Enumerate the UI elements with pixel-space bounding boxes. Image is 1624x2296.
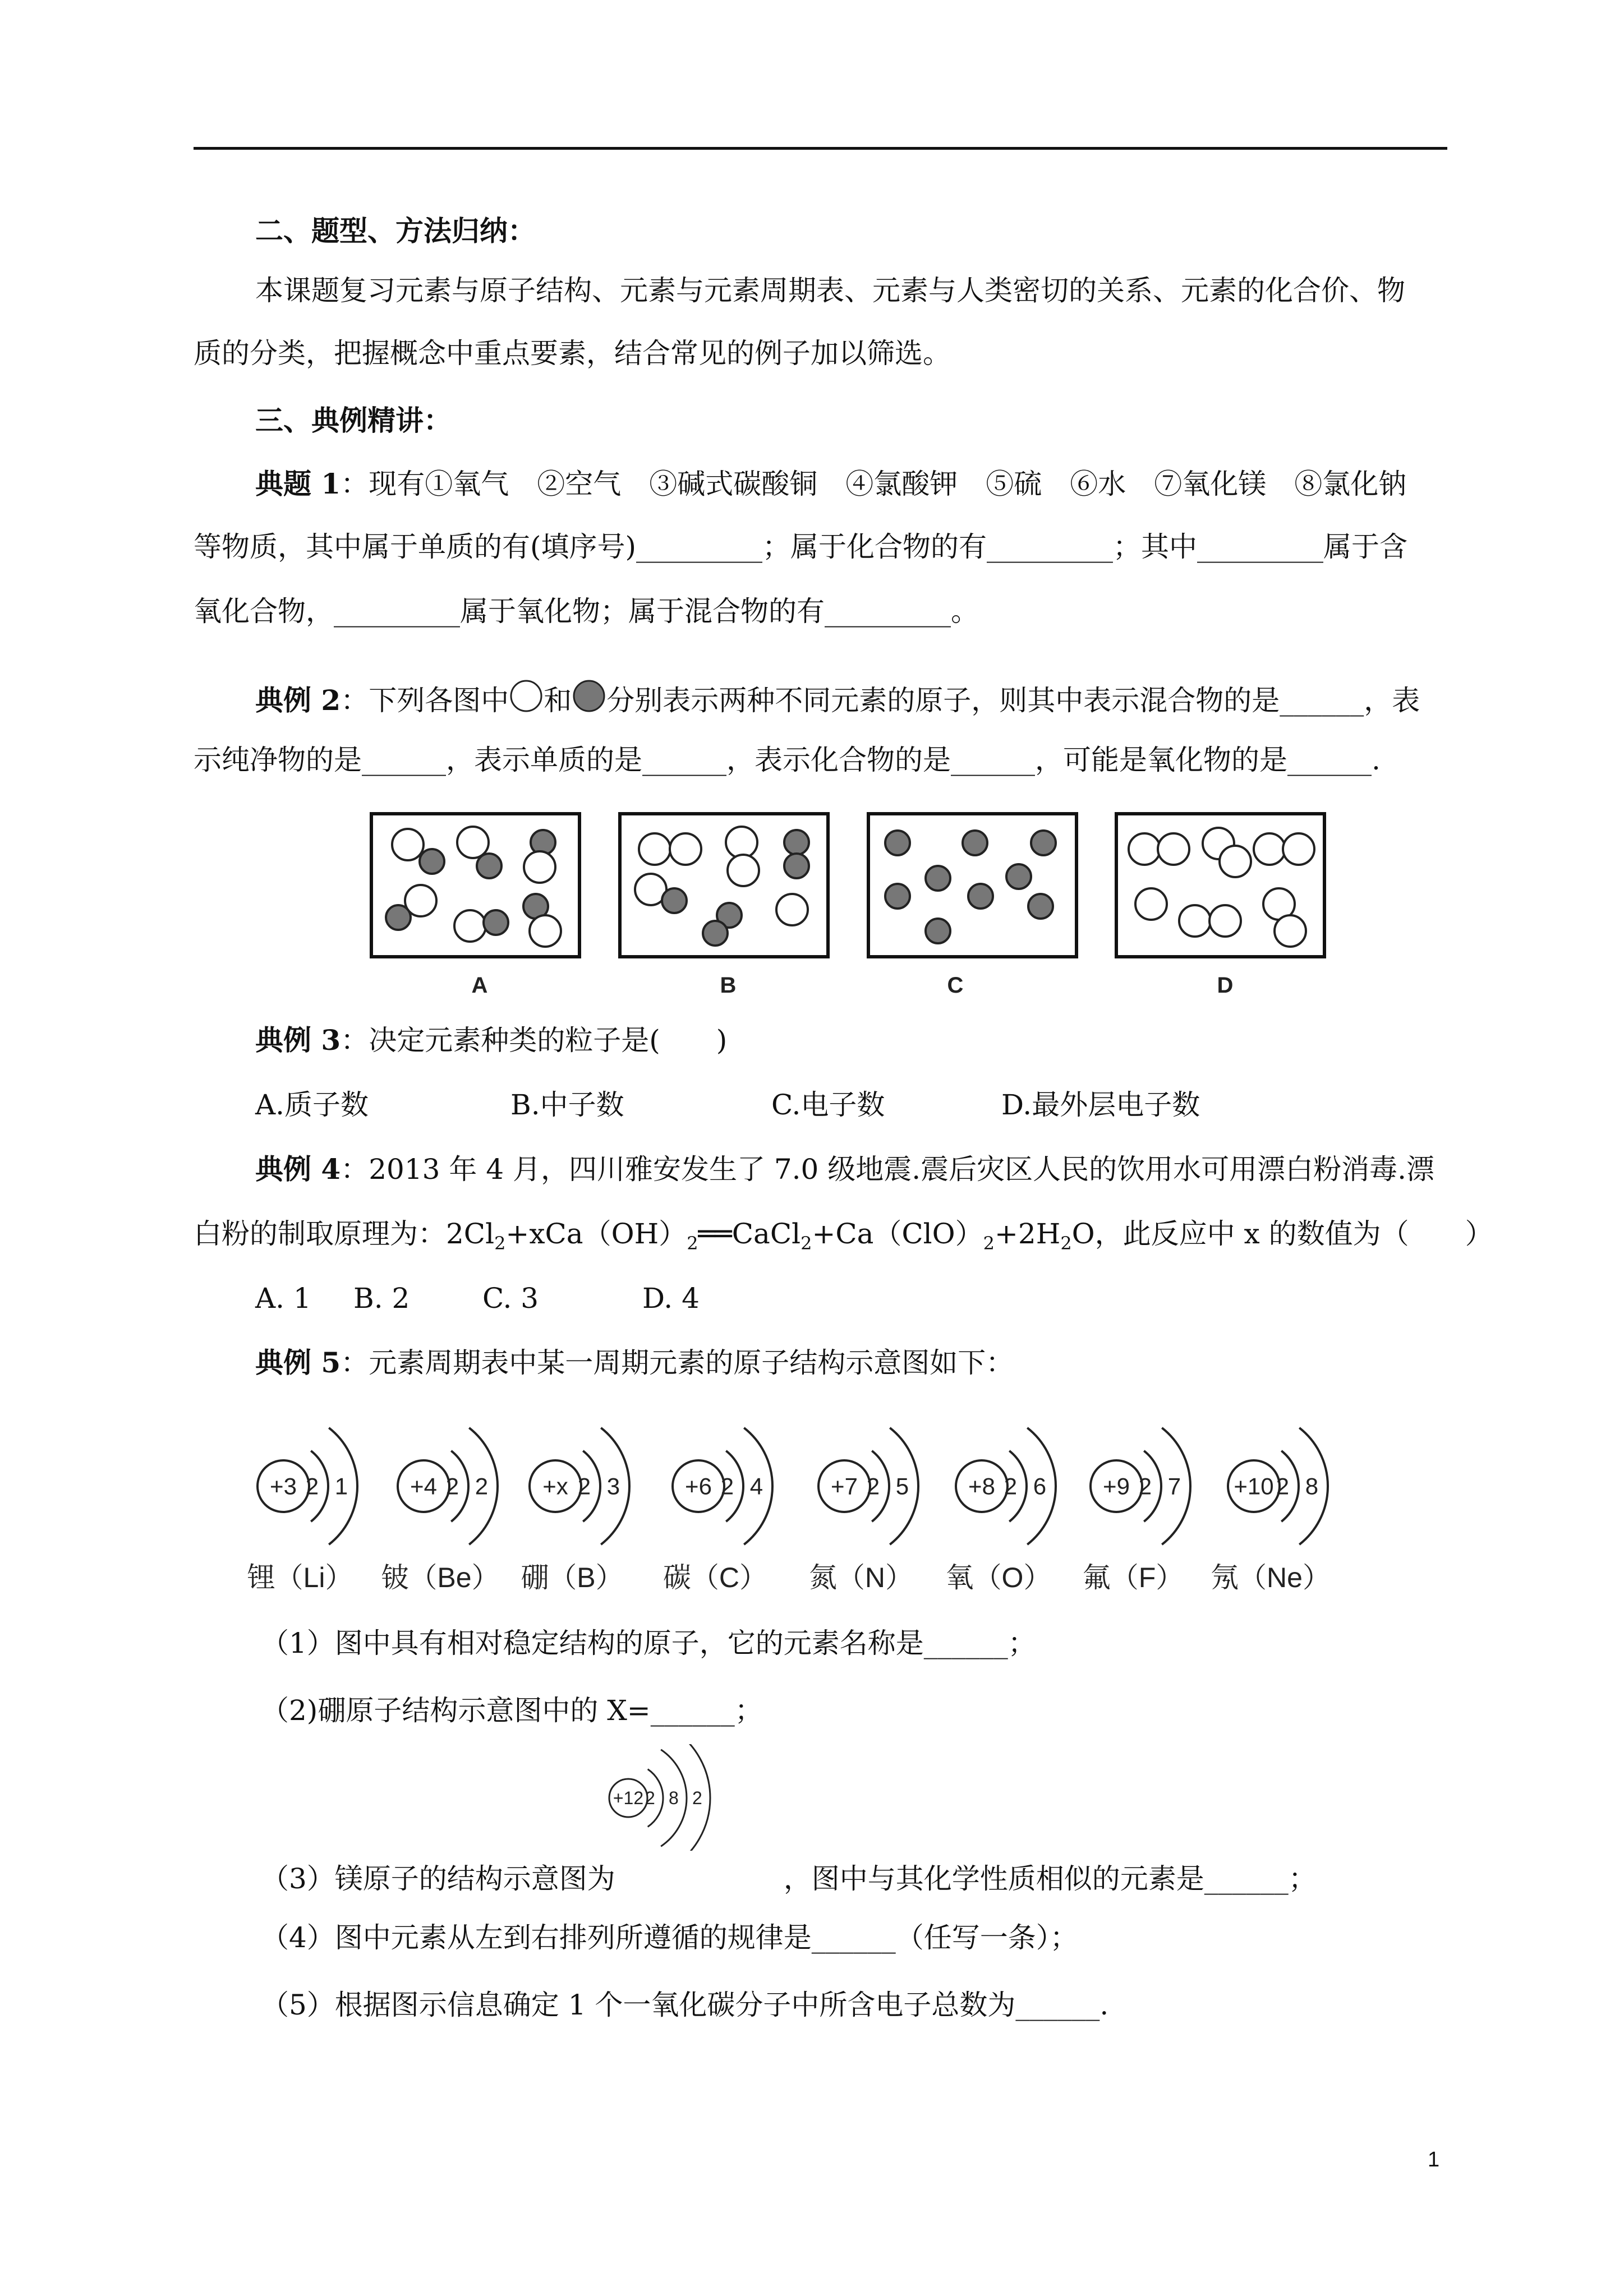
shell-electron-count: 7 — [1167, 1473, 1181, 1500]
q5-sub-2: （2)硼原子结构示意图中的 X=______； — [261, 1694, 763, 1727]
element-name: 碳（C） — [663, 1562, 768, 1593]
nucleus-charge: +6 — [685, 1473, 712, 1500]
atom-hollow — [1135, 888, 1167, 920]
q2-line-1: 典例 2：下列各图中 和 分别表示两种不同元素的原子，则其中表示混合物的是______，表 — [255, 679, 1420, 717]
atom-filled — [926, 866, 950, 891]
shell-electron-count: 1 — [334, 1473, 348, 1500]
atom-diagram — [1091, 1428, 1190, 1545]
atom-filled — [885, 831, 910, 855]
shell-electron-count: 2 — [720, 1473, 734, 1500]
atom-diagram — [956, 1428, 1056, 1545]
shell-electron-count: 2 — [866, 1473, 880, 1500]
q1-line-2: 等物质，其中属于单质的有(填序号)_________；属于化合物的有_________；其中_________属于含 — [194, 531, 1408, 563]
atom-filled — [386, 905, 411, 930]
hollow-atom-icon — [509, 679, 544, 713]
atom-hollow — [1254, 833, 1285, 865]
atom-hollow — [726, 827, 757, 858]
shell-electron-count: 6 — [1033, 1473, 1047, 1500]
atom-diagram — [673, 1428, 772, 1545]
q4-line-1: 典例 4：2013 年 4 月，四川雅安发生了 7.0 级地震.震后灾区人民的饮用水可用漂白粉消毒.漂 — [255, 1152, 1435, 1186]
shell-electron-count: 8 — [669, 1788, 679, 1809]
shell-electron-count: 2 — [445, 1473, 459, 1500]
section-2-heading: 二、题型、方法归纳： — [255, 214, 536, 247]
shell-electron-count: 2 — [1138, 1473, 1152, 1500]
shell-electron-count: 2 — [577, 1473, 591, 1500]
q4-line-2: 白粉的制取原理为：$2Cl_2+xCa(OH)_2══CaCl_2+Ca(ClO)_2+2H_2O$，此反应中 x 的数值为（ ） — [194, 1218, 1493, 1254]
atom-filled — [1028, 894, 1053, 919]
element-name: 硼（B） — [521, 1562, 624, 1593]
shell-electron-count: 2 — [305, 1473, 319, 1500]
atom-hollow — [776, 894, 808, 925]
atom-hollow — [530, 915, 561, 947]
atom-filled — [968, 884, 993, 909]
shell-electron-count: 2 — [692, 1788, 702, 1809]
nucleus-charge: +9 — [1103, 1473, 1130, 1500]
section-2-body-line-2: 质的分类，把握概念中重点要素，结合常见的例子加以筛选。 — [194, 337, 951, 370]
nucleus-charge: +7 — [831, 1473, 858, 1500]
shell-electron-count: 3 — [606, 1473, 620, 1500]
magnesium-atom-diagram — [595, 1744, 763, 1851]
atom-filled — [1006, 864, 1031, 889]
atom-hollow — [524, 851, 555, 883]
atom-filled — [1031, 831, 1056, 855]
nucleus-charge: +10 — [1234, 1473, 1274, 1500]
atom-hollow — [670, 833, 701, 865]
element-name: 锂（Li） — [247, 1562, 353, 1593]
shell-electron-count: 2 — [1276, 1473, 1290, 1500]
q1-line-3: 氧化合物，_________属于氧化物；属于混合物的有_________。 — [194, 595, 979, 628]
nucleus-charge: +12 — [613, 1788, 644, 1809]
atom-filled — [703, 921, 728, 946]
q5-sub-1: （1）图中具有相对稳定结构的原子，它的元素名称是______； — [261, 1627, 1036, 1659]
atom-diagram — [1228, 1428, 1328, 1545]
q4-option-d[interactable]: D. 4 — [642, 1282, 700, 1315]
atom-hollow — [1283, 833, 1314, 865]
atom-hollow — [728, 855, 759, 886]
particle-boxes-figure — [0, 802, 1624, 1004]
q1-line-1: 典题 1：现有①氧气 ②空气 ③碱式碳酸铜 ④氯酸钾 ⑤硫 ⑥水 ⑦氧化镁 ⑧氯化钠 — [255, 467, 1407, 500]
atom-filled — [484, 910, 508, 935]
element-name: 氧（O） — [945, 1562, 1052, 1593]
atom-filled — [662, 888, 687, 913]
atom-filled — [477, 854, 502, 878]
box-label-a: A — [471, 973, 488, 998]
section-2-body-line-1: 本课题复习元素与原子结构、元素与元素周期表、元素与人类密切的关系、元素的化合价、物 — [255, 274, 1405, 307]
q5-stem: 典例 5：元素周期表中某一周期元素的原子结构示意图如下： — [255, 1346, 1014, 1379]
atom-hollow — [1220, 846, 1251, 877]
q3-option-b[interactable]: B.中子数 — [510, 1089, 624, 1121]
atom-hollow — [639, 833, 670, 865]
atom-filled — [784, 830, 809, 855]
atom-hollow — [457, 827, 489, 858]
atom-diagram — [609, 1744, 710, 1851]
nucleus-charge: +4 — [410, 1473, 437, 1500]
atom-diagram — [818, 1428, 918, 1545]
nucleus-charge: +x — [542, 1473, 568, 1500]
q3-option-d[interactable]: D.最外层电子数 — [1001, 1089, 1200, 1121]
nucleus-charge: +8 — [968, 1473, 995, 1500]
q5-sub-4: （4）图中元素从左到右排列所遵循的规律是______（任写一条）； — [261, 1921, 1078, 1954]
box-label-b: B — [720, 973, 737, 998]
element-name: 氖（Ne） — [1211, 1562, 1331, 1593]
shell-electron-count: 2 — [645, 1788, 655, 1809]
q4-option-b[interactable]: B. 2 — [353, 1282, 410, 1315]
atom-hollow — [1275, 915, 1306, 947]
filled-atom-icon — [572, 679, 606, 713]
atom-hollow — [392, 829, 424, 860]
atom-filled — [926, 919, 950, 943]
shell-electron-count: 2 — [1004, 1473, 1018, 1500]
atom-hollow — [1179, 905, 1211, 937]
atom-diagram — [398, 1428, 498, 1545]
atom-filled — [963, 831, 987, 855]
page-number: 1 — [1428, 2148, 1440, 2171]
atom-hollow — [1129, 833, 1160, 865]
shell-electron-count: 4 — [749, 1473, 763, 1500]
atom-filled — [784, 854, 809, 878]
q4-option-c[interactable]: C. 3 — [482, 1282, 539, 1315]
q4-option-a[interactable]: A. 1 — [255, 1282, 311, 1315]
q3-option-c[interactable]: C.电子数 — [771, 1089, 885, 1121]
box-label-d: D — [1217, 973, 1234, 998]
atom-filled — [420, 849, 444, 874]
shell-electron-count: 5 — [895, 1473, 909, 1500]
atom-filled — [885, 884, 910, 909]
q2-line-2: 示纯净物的是______，表示单质的是______，表示化合物的是______，可能是氧化物的是______. — [194, 744, 1381, 776]
element-name: 氮（N） — [808, 1562, 914, 1593]
atom-hollow — [1209, 905, 1241, 937]
nucleus-charge: +3 — [270, 1473, 297, 1500]
header-rule — [194, 147, 1447, 150]
atom-diagram — [530, 1428, 629, 1545]
shell-electron-count: 2 — [475, 1473, 489, 1500]
atom-hollow — [454, 910, 486, 942]
q3-option-a[interactable]: A.质子数 — [255, 1089, 369, 1121]
shell-electron-count: 8 — [1305, 1473, 1319, 1500]
element-name: 氟（F） — [1082, 1562, 1184, 1593]
q5-sub-5: （5）根据图示信息确定 1 个一氧化碳分子中所含电子总数为______. — [261, 1989, 1109, 2021]
box-label-c: C — [947, 973, 964, 998]
atom-diagram — [257, 1428, 357, 1545]
q5-sub-3: （3）镁原子的结构示意图为 ，图中与其化学性质相似的元素是______； — [261, 1862, 1317, 1895]
atom-structure-diagrams — [0, 1402, 1624, 1604]
section-3-heading: 三、典例精讲： — [255, 404, 452, 437]
element-name: 铍（Be） — [381, 1562, 500, 1593]
q3-stem: 典例 3：决定元素种类的粒子是( ) — [255, 1023, 728, 1057]
atom-hollow — [1158, 833, 1189, 865]
